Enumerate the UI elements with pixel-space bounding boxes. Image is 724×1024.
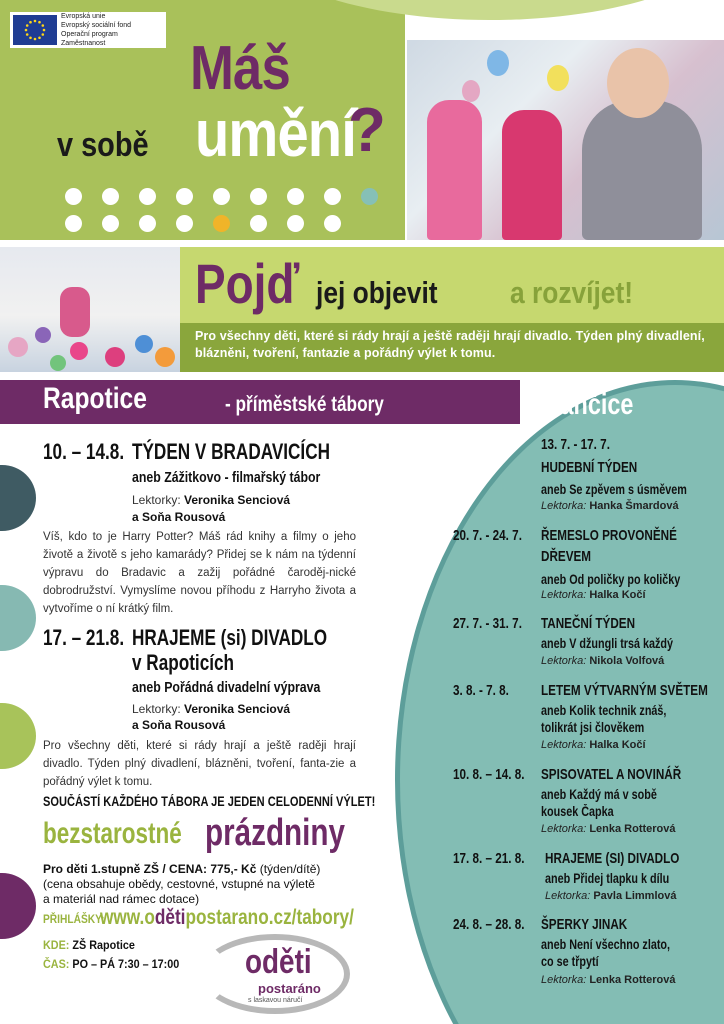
iv-event-3-lect: Nikola Volfová (589, 655, 665, 667)
iv-event-4-date: 3. 8. - 7. 8. (453, 682, 509, 699)
event-1-description: Víš, kdo to je Harry Potter? Máš rád knihy a filmy o jeho životě a životě s jeho kamarády? Přidej se k nám na týdenní výpravu do Bradavic a zažij pořádné čaroděj-nické dobrodružství. Vymyslíme novou příhodu z Harryho života a vytvoříme o ní krátký film. (43, 531, 356, 615)
event-1-title: TÝDEN V BRADAVICÍCH (132, 439, 330, 464)
iv-event-2-lecturer (541, 589, 646, 601)
headline-v-sobe: v sobě (57, 126, 149, 164)
rapotice-title: Rapotice (43, 382, 147, 415)
photo-dancing-girls (407, 40, 724, 240)
iv-event-5-date: 10. 8. – 14. 8. (453, 766, 525, 783)
iv-event-5-lect: Lenka Rotterová (589, 823, 676, 835)
iv-event-7-date: 24. 8. – 28. 8. (453, 916, 525, 933)
iv-event-5-sub: aneb Každý má v sobě (541, 787, 657, 802)
event-1-lect-1: Veronika Senciová (184, 493, 291, 507)
decorative-dot (324, 215, 341, 232)
event-2-title-line-2: v Rapoticích (132, 650, 235, 675)
iv-event-4-sub: aneb Kolik technik znáš, (541, 703, 667, 718)
url-part-3: postarano.cz/tabory/ (185, 906, 354, 929)
iv-event-5-lecturer (541, 823, 676, 835)
rapotice-subtitle: - příměstské tábory (225, 393, 384, 416)
logo-tagline: s laskavou náručí (248, 997, 303, 1004)
iv-event-1-name: HUDEBNÍ TÝDEN (541, 459, 638, 476)
iv-event-5-name: SPISOVATEL A NOVINÁŘ (541, 766, 682, 783)
decorative-dot (139, 188, 156, 205)
decorative-dot (139, 215, 156, 232)
iv-event-6-lecturer (545, 890, 676, 902)
iv-event-3-date: 27. 7. - 31. 7. (453, 615, 522, 632)
iv-event-6-name: HRAJEME (SI) DIVADLO (545, 850, 680, 867)
decorative-dot (176, 188, 193, 205)
slogan-text: Pro všechny děti, které si rády hrají a ještě raději hrají divadlo. Týden plný divadlení, blázněni, tvoření, fantazie a pořádný výlet k tomu. (195, 329, 705, 360)
slogan-pojd: Pojď (195, 252, 300, 315)
event-2-lect-2: a Soňa Rousová (132, 718, 226, 732)
event-2-title: HRAJEME (si) DIVADLO (132, 625, 328, 650)
event-1-lect-2-row (132, 510, 225, 524)
side-circle-green (0, 703, 36, 769)
holidays-word-2: prázdniny (205, 812, 345, 854)
iv-event-3-lect-label: Lektorka: (541, 655, 587, 667)
decorative-dot (287, 188, 304, 205)
iv-event-7-name: ŠPERKY JINAK (541, 916, 628, 933)
holidays-word-1: bezstarostné (43, 817, 182, 850)
iv-event-1-sub: aneb Se zpěvem s úsměvem (541, 482, 687, 497)
price-audience: Pro děti 1.stupně ZŠ / (43, 862, 170, 876)
decorative-dot (250, 188, 267, 205)
eu-text (61, 12, 163, 48)
event-1-lect-label: Lektorky: (132, 493, 181, 507)
decorative-dot (324, 188, 341, 205)
logo-subtitle: postaráno (258, 981, 321, 996)
time-value: PO – PÁ 7:30 – 17:00 (72, 957, 180, 971)
iv-event-6-sub: aneb Přidej tlapku k dílu (545, 871, 670, 886)
event-2-lecturers (132, 702, 290, 716)
price-note (43, 877, 315, 907)
eu-logo-box (10, 12, 166, 48)
time-label: ČAS: (43, 957, 70, 971)
iv-event-2-date: 20. 7. - 24. 7. (453, 527, 522, 544)
iv-event-1-lect-label: Lektorka: (541, 500, 587, 512)
iv-event-5-sub-line-2: kousek Čapka (541, 804, 614, 819)
decorative-dot (287, 215, 304, 232)
side-circle-purple (0, 873, 36, 939)
trip-note: SOUČÁSTÍ KAŽDÉHO TÁBORA JE JEDEN CELODENNÍ VÝLET! (43, 794, 376, 809)
iv-event-6-lect: Pavla Limmlová (593, 890, 677, 902)
iv-event-3-sub: aneb V džungli trsá každý (541, 636, 674, 651)
where-label: KDE: (43, 938, 70, 952)
dot-pattern (0, 175, 405, 243)
iv-event-2-name-line-2: DŘEVEM (541, 548, 592, 565)
decorative-dot (361, 188, 378, 205)
price-line (43, 862, 320, 876)
decorative-dot (65, 188, 82, 205)
price-note-2: a materiál nad rámec dotace) (43, 892, 200, 906)
decorative-dot (250, 215, 267, 232)
side-circle-dark (0, 465, 36, 531)
iv-event-4-sub-line-2: tolikrát jsi člověkem (541, 720, 645, 735)
event-2-description: Pro všechny děti, které si rády hrají a ještě raději hrají divadlo. Týden plný divadlení, blázněni, tvoření, fanta-zie a pořádný výlet k tomu. (43, 740, 356, 788)
headline-mas: Máš (190, 34, 290, 103)
iv-event-6-lect-label: Lektorka: (545, 890, 591, 902)
eu-line-1: Evropská unie (61, 13, 106, 20)
ivancice-title: Ivančice (541, 388, 634, 421)
url-part-1: www.o (100, 906, 155, 929)
price-note-1: (cena obsahuje obědy, cestovné, vstupné na výletě (43, 877, 315, 891)
decorative-dot (102, 215, 119, 232)
slogan-a-rozvijet: a rozvíjet! (510, 275, 634, 310)
event-2-subtitle: aneb Pořádná divadelní výprava (132, 680, 321, 696)
url-part-2: děti (154, 906, 186, 929)
iv-event-2-lect-label: Lektorka: (541, 589, 587, 601)
event-1-date: 10. – 14.8. (43, 439, 125, 464)
decorative-dot (213, 215, 230, 232)
logo-name: oděti (245, 943, 312, 981)
decorative-dot (102, 188, 119, 205)
iv-event-7-lecturer (541, 974, 676, 986)
iv-event-1-lecturer (541, 500, 679, 512)
event-2-lect-2-row (132, 718, 225, 732)
iv-event-7-lect: Lenka Rotterová (589, 974, 676, 986)
iv-event-3-lecturer (541, 655, 664, 667)
iv-event-4-name: LETEM VÝTVARNÝM SVĚTEM (541, 682, 708, 699)
iv-event-1-date: 13. 7. - 17. 7. (541, 436, 610, 453)
where-value: ZŠ Rapotice (72, 938, 135, 952)
eu-flag-icon (13, 15, 57, 45)
iv-event-4-lect-label: Lektorka: (541, 739, 587, 751)
time-row (43, 957, 179, 971)
iv-event-4-lect: Halka Kočí (589, 739, 646, 751)
decorative-dot (213, 188, 230, 205)
photo-balloon-room (0, 247, 180, 372)
event-1-lect-2: a Soňa Rousová (132, 510, 226, 524)
iv-event-1-lect: Hanka Šmardová (589, 500, 679, 512)
event-2-lect-label: Lektorky: (132, 702, 181, 716)
decorative-dot (176, 215, 193, 232)
iv-event-7-sub-line-2: co se třpytí (541, 954, 599, 969)
iv-event-2-sub: aneb Od poličky po količky (541, 572, 681, 587)
event-1-subtitle: aneb Zážitkovo - filmařský tábor (132, 470, 321, 486)
iv-event-2-lect: Halka Kočí (589, 589, 646, 601)
price-label: CENA: (169, 862, 208, 876)
iv-event-7-lect-label: Lektorka: (541, 974, 587, 986)
iv-event-2-name: ŘEMESLO PROVONĚNÉ (541, 527, 677, 544)
slogan-jej-objevit: jej objevit (316, 275, 438, 310)
registration-link[interactable] (100, 906, 354, 930)
decorative-dot (65, 215, 82, 232)
iv-event-6-date: 17. 8. – 21. 8. (453, 850, 525, 867)
where-row (43, 938, 135, 952)
event-2-date: 17. – 21.8. (43, 625, 125, 650)
iv-event-5-lect-label: Lektorka: (541, 823, 587, 835)
iv-event-3-name: TANEČNÍ TÝDEN (541, 615, 636, 632)
iv-event-4-lecturer (541, 739, 646, 751)
price-amount: 775,- Kč (207, 862, 257, 876)
eu-line-3: Operační program Zaměstnanost (61, 31, 118, 47)
event-1-lecturers (132, 493, 290, 507)
registration-label: PŘIHLÁŠKY: (43, 912, 105, 926)
side-circle-teal (0, 585, 36, 651)
event-2-lect-1: Veronika Senciová (184, 702, 291, 716)
headline-question-mark: ? (348, 96, 386, 165)
eu-line-2: Evropský sociální fond (61, 22, 132, 29)
headline-umeni: umění (195, 96, 356, 170)
iv-event-7-sub: aneb Není všechno zlato, (541, 937, 671, 952)
price-unit: (týden/dítě) (256, 862, 321, 876)
